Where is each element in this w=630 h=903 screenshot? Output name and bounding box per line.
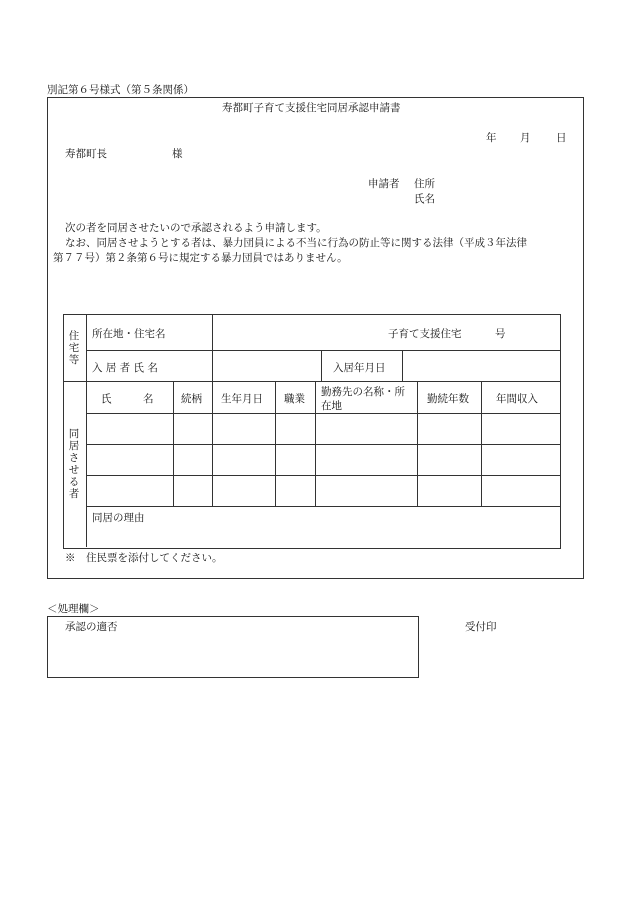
table-col-divider [321, 350, 322, 381]
declaration-line-2: 第７７号）第２条第６号に規定する暴力団員ではありません。 [53, 252, 348, 264]
processing-section-title: ＜処理欄＞ [47, 603, 100, 615]
table-row-divider [86, 444, 560, 445]
location-label: 所在地・住宅名 [92, 328, 166, 340]
table-row-divider [86, 506, 560, 507]
cohabitant-section-label: 同居させる者 [68, 428, 80, 500]
date-month-label: 月 [520, 132, 531, 144]
date-year-label: 年 [486, 132, 497, 144]
applicant-name-label: 氏名 [414, 193, 435, 205]
header-years-employed: 勤続年数 [427, 393, 469, 405]
header-annual-income: 年間収入 [496, 393, 538, 405]
table-col-divider [275, 381, 276, 506]
declaration-line-1: なお、同居させようとする者は、暴力団員による不当に行為の防止等に関する法律（平成３年法律 [65, 237, 527, 249]
header-name: 氏 名 [101, 393, 154, 405]
addressee-name: 寿都町長 [65, 148, 107, 160]
table-col-divider [481, 381, 482, 506]
date-day-label: 日 [556, 132, 567, 144]
table-section-divider [63, 381, 560, 382]
header-workplace-line2: 在地 [321, 400, 342, 412]
header-relation: 続柄 [181, 393, 202, 405]
table-col-divider [173, 381, 174, 506]
table-row-divider [86, 350, 560, 351]
table-row-divider [86, 413, 560, 414]
header-birthdate: 生年月日 [221, 393, 263, 405]
header-occupation: 職業 [284, 393, 305, 405]
request-statement: 次の者を同居させたいので承認されるよう申請します。 [65, 222, 327, 234]
addressee-honorific: 様 [172, 148, 183, 160]
unit-number-label: 号 [495, 328, 506, 340]
table-col-divider [402, 350, 403, 381]
table-col-divider [417, 381, 418, 506]
housing-name: 子育て支援住宅 [388, 328, 462, 340]
housing-section-label: 住宅等 [68, 330, 80, 366]
table-col-divider [212, 381, 213, 506]
move-in-date-label: 入居年月日 [333, 362, 386, 374]
form-title: 寿都町子育て支援住宅同居承認申請書 [222, 102, 401, 114]
table-row-divider [86, 475, 560, 476]
applicant-label: 申請者 [368, 178, 400, 190]
resident-name-label: 入 居 者 氏 名 [92, 362, 158, 374]
cohabitation-reason-label: 同居の理由 [92, 512, 145, 524]
table-label-divider [86, 314, 87, 547]
header-workplace-line1: 勤務先の名称・所 [321, 386, 405, 398]
approval-label: 承認の適否 [65, 621, 118, 633]
applicant-address-label: 住所 [414, 178, 435, 190]
table-col-divider [212, 314, 213, 381]
form-reference: 別記第６号様式（第５条関係） [47, 84, 194, 96]
reception-stamp-label: 受付印 [465, 621, 497, 633]
table-col-divider [315, 381, 316, 506]
attachment-note: ※ 住民票を添付してください。 [65, 552, 223, 564]
